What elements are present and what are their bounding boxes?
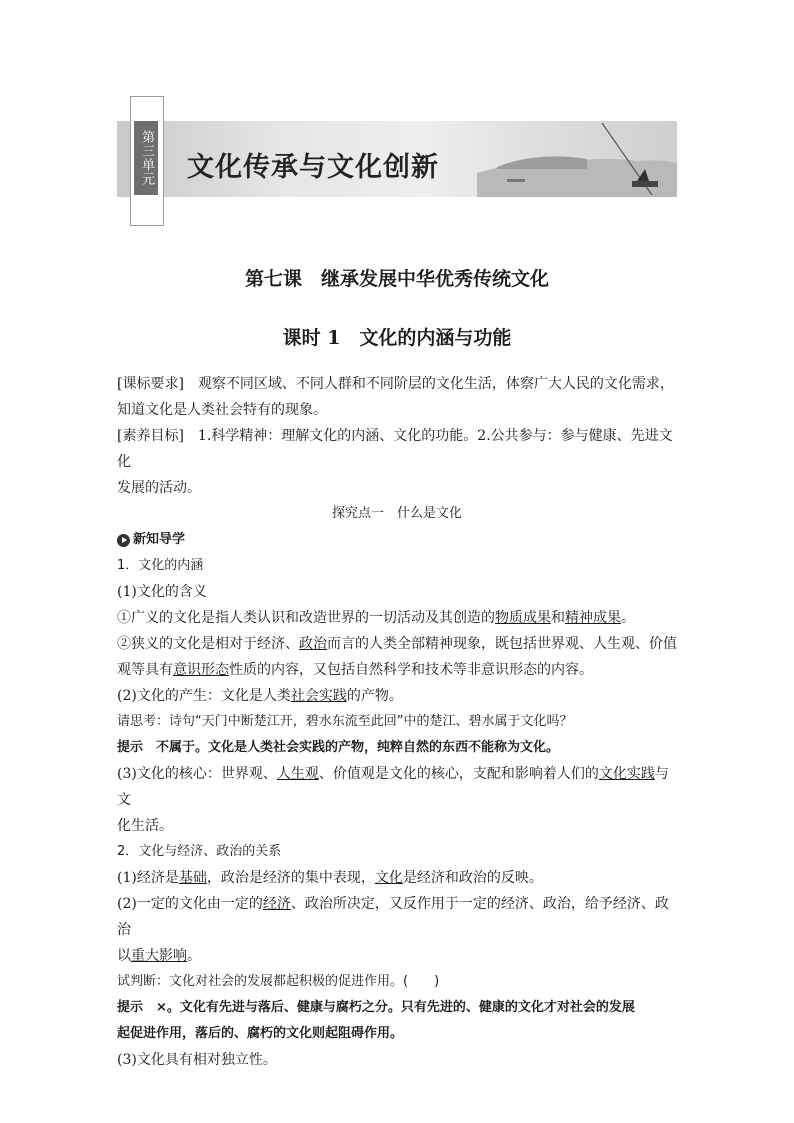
goals-line-1: [素养目标] 1.科学精神：理解文化的内涵、文化的功能。2.公共参与：参与健康、先进文化 [117,428,673,470]
unit-tab [130,96,164,226]
relation-3: (3)文化具有相对独立性。 [117,1052,277,1068]
goals-line-2: 发展的活动。 [117,480,201,496]
section-label: 新知导学 [133,532,186,547]
relation-2: (2)一定的文化由一定的经济、政治所决定，又反作用于一定的经济、政治，给予经济、政治 以重大影响。 [117,896,669,964]
sub-2: (2)文化的产生：文化是人类社会实践的产物。 [117,688,403,704]
goals-tag: [素养目标] [117,428,184,444]
section-header [117,527,677,553]
hint-1: 提示 不属于。文化是人类社会实践的产物，纯粹自然的东西不能称为文化。 [117,740,560,755]
content-2: ②狭义的文化是相对于经济、政治而言的人类全部精神现象，既包括世界观、人生观、价值 观等具有意识形态性质的内容，又包括自然科学和技术等非意识形态的内容。 [117,636,677,678]
lesson-title: 第七课 继承发展中华优秀传统文化 [244,268,549,290]
judge-question: 试判断：文化对社会的发展都起积极的促进作用。( ) [117,974,440,989]
heading-2: 2．文化与经济、政治的关系 [117,844,282,859]
explore-title: 探究点一 什么是文化 [331,506,462,521]
lake-boat-illustration [477,121,677,197]
sub-1: (1)文化的含义 [117,584,207,600]
period-title: 课时 1 文化的内涵与功能 [282,327,512,349]
hint-2: 提示 ×。文化有先进与落后、健康与腐朽之分。只有先进的、健康的文化才对社会的发展 起促进作用，落后的、腐朽的文化则起阻碍作用。 [117,1000,635,1041]
standards-tag: [课标要求] [117,376,184,392]
think-question: 请思考：诗句“天门中断楚江开，碧水东流至此回”中的楚江、碧水属于文化吗？ [117,714,573,729]
document-body [117,371,677,1073]
relation-1: (1)经济是基础，政治是经济的集中表现，文化是经济和政治的反映。 [117,870,543,886]
standards-line-2: 知道文化是人类社会特有的现象。 [117,402,327,418]
heading-1: 1．文化的内涵 [117,558,204,573]
sub-3: (3)文化的核心：世界观、人生观、价值观是文化的核心，支配和影响着人们的文化实践与文 化生活。 [117,766,669,834]
unit-title: 文化传承与文化创新 [187,152,439,183]
unit-label: 第三单元 [134,121,158,195]
content-1: ①广义的文化是指人类认识和改造世界的一切活动及其创造的物质成果和精神成果。 [117,610,635,626]
unit-banner [117,93,677,228]
standards-line-1: [课标要求] 观察不同区域、不同人群和不同阶层的文化生活，体察广大人民的文化需求， [117,376,674,392]
play-circle-icon [117,534,130,547]
